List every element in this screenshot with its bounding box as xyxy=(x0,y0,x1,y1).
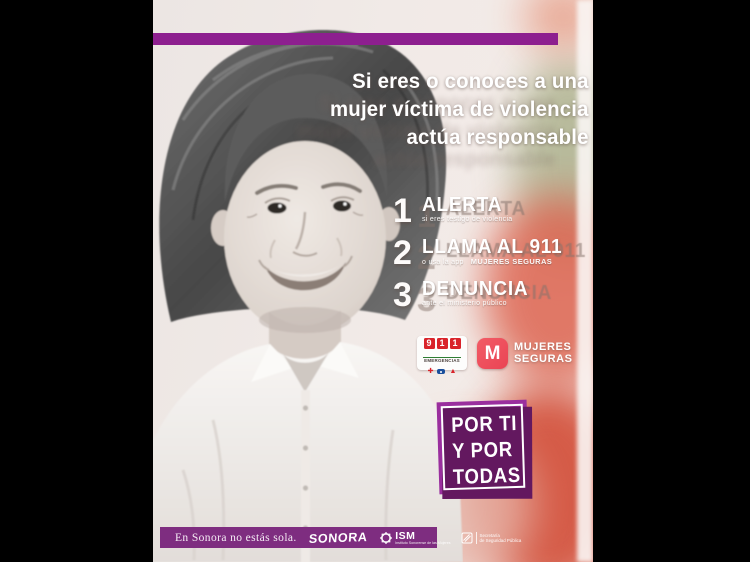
step-subtitle xyxy=(422,257,570,267)
step-subtitle-brand: MUJERES SEGURAS xyxy=(470,257,553,266)
mujeres-line: MUJERES xyxy=(514,340,572,353)
right-black-bar xyxy=(593,0,750,562)
badge-frame xyxy=(441,404,526,491)
por-ti-y-por-todas-badge xyxy=(437,400,530,495)
ssp-emblem-icon xyxy=(461,532,473,544)
step-number: 3 xyxy=(393,276,412,314)
badge-line-1: POR TI xyxy=(450,411,518,437)
emergency-911-logo xyxy=(417,336,467,375)
digit-1: 1 xyxy=(437,338,448,349)
step-title: DENUNCIA xyxy=(422,278,529,300)
footer-bar xyxy=(160,527,522,548)
red-triangle-icon: ▲ xyxy=(449,368,457,375)
emergencias-label: EMERGENCIAS xyxy=(424,358,460,363)
ssp-line-2: de Seguridad Pública xyxy=(479,537,522,543)
headline-line-3: actúa responsable xyxy=(406,126,589,149)
emergency-service-icons xyxy=(417,368,467,375)
badge-line-3: TODAS xyxy=(452,463,522,489)
step-number: 2 xyxy=(393,234,412,272)
step-subtitle: ante el ministerio público xyxy=(422,300,507,307)
badge-line-2: Y POR xyxy=(451,438,514,463)
step-llama-911 xyxy=(393,234,593,272)
mujeres-seguras-wordmark xyxy=(514,341,573,366)
logo-divider xyxy=(476,532,477,544)
blue-shield-icon xyxy=(437,369,445,374)
headline-line-1: Si eres o conoces a una xyxy=(352,70,589,93)
step-number: 1 xyxy=(393,192,412,230)
step-title: LLAMA AL 911 xyxy=(422,236,563,258)
footer-tagline: En Sonora no estás sola. xyxy=(175,531,297,544)
campaign-poster xyxy=(153,0,593,562)
top-accent-bar xyxy=(153,33,558,45)
step-alerta xyxy=(393,192,593,230)
digit-9: 9 xyxy=(424,338,435,349)
mujeres-seguras-monogram-icon: M xyxy=(477,338,508,369)
step-subtitle-prefix: o usa la app xyxy=(422,259,464,266)
action-steps xyxy=(393,192,593,323)
seguras-line: SEGURAS xyxy=(514,353,573,365)
left-black-bar xyxy=(0,0,153,562)
ism-subtext: Instituto Sonorense de las Mujeres xyxy=(395,540,451,545)
partner-logos-row xyxy=(417,336,573,375)
red-cross-icon: ✚ xyxy=(427,368,434,375)
ism-emblem-icon xyxy=(379,531,393,545)
ism-logo xyxy=(379,531,450,545)
911-digits xyxy=(417,338,467,349)
digit-1: 1 xyxy=(450,338,461,349)
ism-wordmark: ISM xyxy=(395,529,416,542)
step-title: ALERTA xyxy=(422,194,503,216)
step-subtitle: si eres testigo de violencia xyxy=(422,216,513,223)
ssp-line-1: Secretaría xyxy=(479,532,500,538)
step-denuncia xyxy=(393,276,593,314)
sonora-logo: SONORA xyxy=(308,529,368,546)
headline-line-2: mujer víctima de violencia xyxy=(330,98,589,121)
seguridad-publica-logo xyxy=(461,532,522,544)
poster-headline xyxy=(330,68,589,152)
mujeres-seguras-logo xyxy=(477,338,573,369)
